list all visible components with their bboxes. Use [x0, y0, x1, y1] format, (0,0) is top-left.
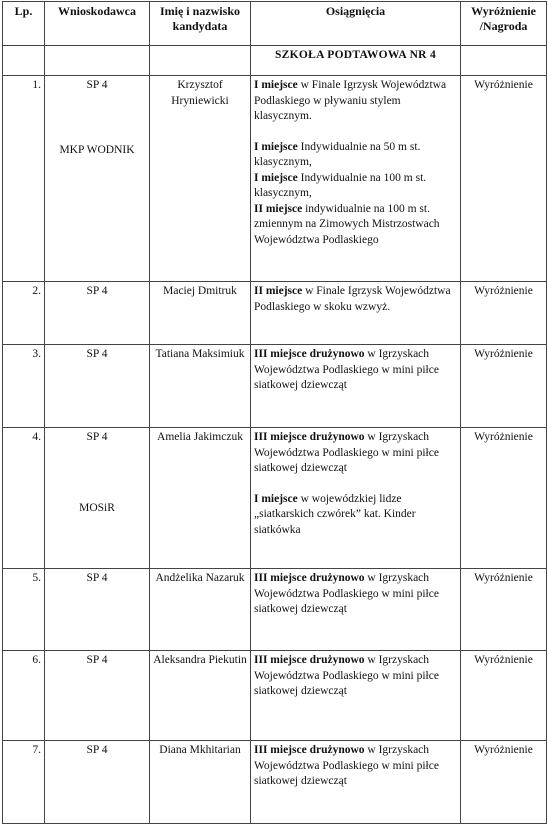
header-applicant: Wnioskodawca	[45, 2, 150, 46]
row-lp: 2.	[3, 282, 45, 345]
achievement-text: w Finale Igrzysk Województwa Podlaskiego w pływaniu stylem klasycznym.	[254, 79, 447, 122]
row-award: Wyróżnienie	[461, 345, 547, 428]
achievement-text: indywidualnie na 100 m st. zmiennym na Zimowych Mistrzostwach Województwa Podlaskiego	[254, 202, 440, 246]
applicant-name: SP 4	[86, 431, 108, 443]
table-row	[3, 569, 547, 651]
achievement-text: w Igrzyskach Województwa Podlaskiego w mini piłce siatkowej dziewcząt	[254, 348, 439, 391]
achievement-place: II miejsce	[254, 202, 303, 215]
row-candidate: Diana Mkhitarian	[150, 741, 251, 824]
row-lp: 3.	[3, 345, 45, 428]
achievement-text: w wojewódzkiej lidze „siatkarskich czwórek” kat. Kinder siatkówka	[254, 492, 416, 536]
row-achievements	[251, 428, 461, 569]
row-candidate: Tatiana Maksimiuk	[150, 345, 251, 428]
row-applicant: SP 4	[45, 282, 150, 345]
achievement-place: III miejsce drużynowo	[254, 431, 365, 443]
achievement-text: w Igrzyskach Województwa Podlaskiego w mini piłce siatkowej dziewcząt	[254, 654, 439, 697]
row-candidate: Amelia Jakimczuk	[150, 428, 251, 569]
table-header-row	[3, 2, 547, 46]
header-candidate: Imię i nazwisko kandydata	[150, 2, 251, 46]
table-row	[3, 651, 547, 741]
row-lp: 7.	[3, 741, 45, 824]
row-lp: 5.	[3, 569, 45, 651]
achievement-place: II miejsce	[254, 285, 303, 297]
header-award: Wyróżnienie /Nagroda	[461, 2, 547, 46]
row-achievements	[251, 76, 461, 282]
achievement-text: w Finale Igrzysk Województwa Podlaskiego w skoku wzwyż.	[254, 285, 451, 313]
achievement-place: I miejsce	[254, 492, 298, 505]
row-applicant: SP 4	[45, 741, 150, 824]
table-row	[3, 741, 547, 824]
applicant-club: MOSiR	[79, 501, 115, 514]
row-achievements	[251, 282, 461, 345]
row-candidate: Aleksandra Piekutin	[150, 651, 251, 741]
row-lp: 1.	[3, 76, 45, 282]
row-applicant	[45, 428, 150, 569]
achievement-text: w Igrzyskach Województwa Podlaskiego w mini piłce siatkowej dziewcząt	[254, 431, 439, 474]
achievement-place: I miejsce	[254, 140, 298, 153]
row-applicant	[45, 76, 150, 282]
row-award: Wyróżnienie	[461, 651, 547, 741]
table-row	[3, 345, 547, 428]
achievement-text: w Igrzyskach Województwa Podlaskiego w mini piłce siatkowej dziewcząt	[254, 572, 439, 615]
achievement-place: III miejsce drużynowo	[254, 654, 365, 666]
achievement-place: I miejsce	[254, 79, 298, 91]
row-lp: 6.	[3, 651, 45, 741]
achievement-place: I miejsce	[254, 171, 298, 184]
row-achievements	[251, 569, 461, 651]
row-award: Wyróżnienie	[461, 741, 547, 824]
achievement-place: III miejsce drużynowo	[254, 348, 365, 360]
row-candidate: Maciej Dmitruk	[150, 282, 251, 345]
row-achievements	[251, 651, 461, 741]
header-achievements: Osiągnięcia	[251, 2, 461, 46]
achievement-text: w Igrzyskach Województwa Podlaskiego w mini piłce siatkowej dziewcząt	[254, 744, 439, 787]
row-lp: 4.	[3, 428, 45, 569]
row-applicant: SP 4	[45, 569, 150, 651]
header-lp: Lp.	[3, 2, 45, 46]
achievement-place: III miejsce drużynowo	[254, 744, 365, 756]
row-achievements	[251, 345, 461, 428]
row-award: Wyróżnienie	[461, 428, 547, 569]
row-award: Wyróżnienie	[461, 76, 547, 282]
section-row	[3, 46, 547, 76]
candidates-table	[2, 1, 547, 824]
achievement-text: Indywidualnie na 100 m st. klasycznym,	[254, 171, 427, 199]
section-title: SZKOŁA PODTAWOWA NR 4	[251, 46, 461, 76]
row-candidate: Krzysztof Hryniewicki	[150, 76, 251, 282]
achievement-place: III miejsce drużynowo	[254, 572, 365, 584]
row-award: Wyróżnienie	[461, 282, 547, 345]
table-row	[3, 76, 547, 282]
achievement-text: Indywidualnie na 50 m st. klasycznym,	[254, 140, 421, 168]
row-achievements	[251, 741, 461, 824]
applicant-name: SP 4	[86, 79, 108, 91]
applicant-club: MKP WODNIK	[59, 143, 135, 156]
row-candidate: Andżelika Nazaruk	[150, 569, 251, 651]
row-applicant: SP 4	[45, 345, 150, 428]
row-applicant: SP 4	[45, 651, 150, 741]
row-award: Wyróżnienie	[461, 569, 547, 651]
table-row	[3, 282, 547, 345]
table-row	[3, 428, 547, 569]
